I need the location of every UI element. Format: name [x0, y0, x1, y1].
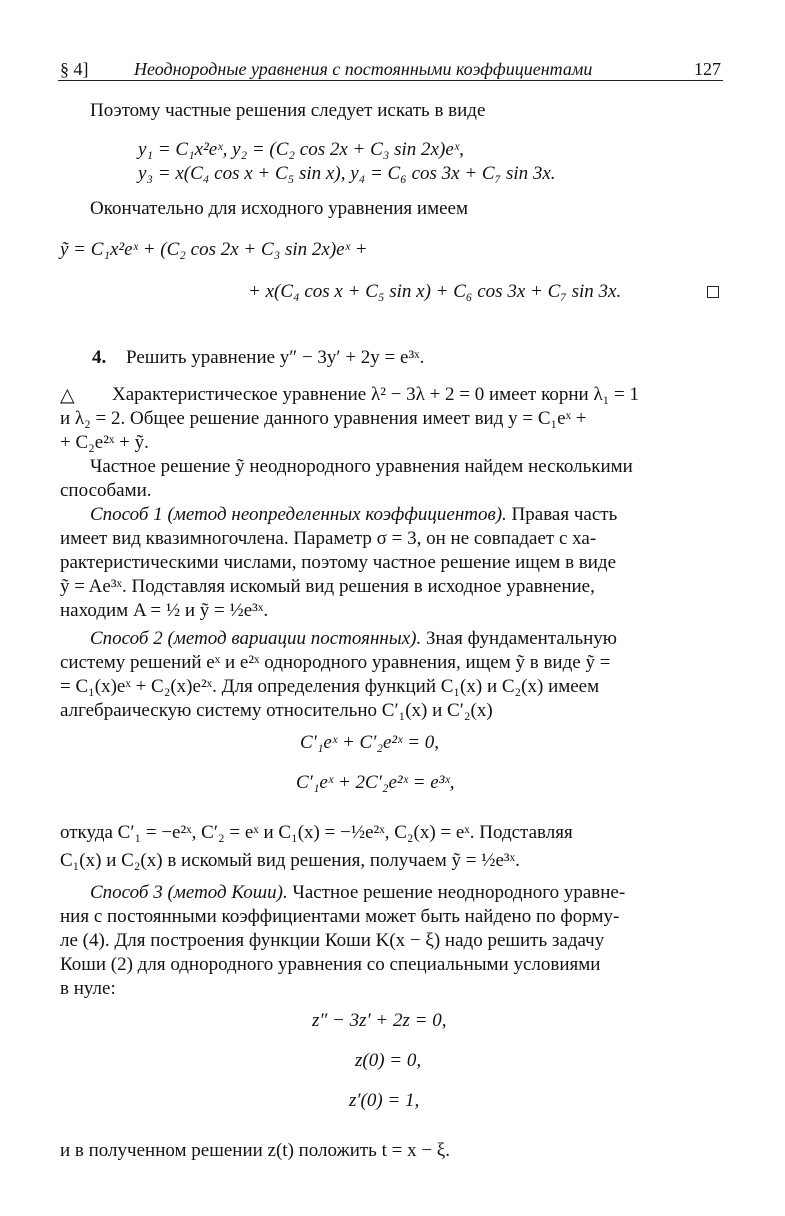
- text-line: Поэтому частные решения следует искать в виде: [90, 100, 486, 121]
- text-span: Частное решение неоднородного уравне-: [287, 882, 626, 903]
- section-number: § 4]: [60, 59, 89, 79]
- triangle-icon: △: [60, 385, 75, 406]
- page-number: 127: [694, 59, 721, 79]
- method-title: Способ 3 (метод Коши).: [90, 882, 288, 903]
- method-title: Способ 1 (метод неопределенных коэффициентов).: [90, 504, 507, 525]
- method-title: Способ 2 (метод вариации постоянных).: [90, 628, 422, 649]
- text-line: ỹ = Ae³ˣ. Подставляя искомый вид решения в исходное уравнение,: [60, 576, 595, 597]
- text-line: рактеристическими числами, поэтому частное решение ищем в виде: [60, 552, 617, 573]
- equation-line: y₃ = x(C₄ cos x + C₅ sin x), y₄ = C₆ cos 3x + C₇ sin 3x.: [138, 163, 556, 184]
- qed-square-icon: [707, 286, 719, 298]
- equation-line: C′₁eˣ + 2C′₂e²ˣ = e³ˣ,: [296, 772, 455, 793]
- text-line: систему решений eˣ и e²ˣ однородного уравнения, ищем ỹ в виде ỹ =: [60, 652, 611, 673]
- text-span: Зная фундаментальную: [421, 628, 617, 649]
- text-line: способами.: [60, 480, 152, 501]
- text-line: Коши (2) для однородного уравнения со специальными условиями: [60, 954, 601, 975]
- text-span: Правая часть: [506, 504, 618, 525]
- text-line: алгебраическую систему относительно C′₁(x) и C′₂(x): [60, 700, 493, 721]
- text-line: [90, 504, 617, 526]
- equation-line: y₁ = C₁x²eˣ, y₂ = (C₂ cos 2x + C₃ sin 2x)eˣ,: [138, 139, 464, 160]
- text-line: [90, 628, 617, 650]
- text-line: имеет вид квазимногочлена. Параметр σ = 3, он не совпадает с ха-: [60, 528, 597, 549]
- text-line: Окончательно для исходного уравнения имеем: [90, 198, 468, 219]
- text-line: = C₁(x)eˣ + C₂(x)e²ˣ. Для определения функций C₁(x) и C₂(x) имеем: [60, 676, 600, 697]
- text-line: в нуле:: [60, 978, 116, 999]
- equation-line: + x(C₄ cos x + C₅ sin x) + C₆ cos 3x + C₇ sin 3x.: [248, 281, 622, 302]
- text-line: + C₂e²ˣ + ỹ.: [60, 432, 149, 453]
- equation-line: ỹ = C₁x²eˣ + (C₂ cos 2x + C₃ sin 2x)eˣ +: [60, 239, 368, 260]
- equation-line: C′₁eˣ + C′₂e²ˣ = 0,: [300, 732, 440, 753]
- text-line: ле (4). Для построения функции Коши K(x − ξ) надо решить задачу: [60, 930, 605, 951]
- equation-line: z(0) = 0,: [355, 1050, 422, 1071]
- equation-line: z″ − 3z′ + 2z = 0,: [312, 1010, 447, 1031]
- text-line: находим A = ½ и ỹ = ½e³ˣ.: [60, 600, 269, 621]
- text-line: откуда C′₁ = −e²ˣ, C′₂ = eˣ и C₁(x) = −½e²ˣ, C₂(x) = eˣ. Подставляя: [60, 822, 573, 843]
- problem-statement: Решить уравнение y″ − 3y′ + 2y = e³ˣ.: [126, 347, 425, 368]
- running-header: [58, 52, 723, 81]
- text-line: [90, 882, 625, 904]
- text-line: C₁(x) и C₂(x) в искомый вид решения, получаем ỹ = ½e³ˣ.: [60, 850, 520, 871]
- text-line: и λ₂ = 2. Общее решение данного уравнения имеет вид y = C₁eˣ +: [60, 408, 587, 429]
- equation-line: z′(0) = 1,: [349, 1090, 420, 1111]
- book-page: [58, 52, 723, 81]
- problem-number: 4.: [92, 347, 107, 368]
- text-line: ния с постоянными коэффициентами может быть найдено по форму-: [60, 906, 620, 927]
- text-line: и в полученном решении z(t) положить t = x − ξ.: [60, 1140, 451, 1161]
- text-line: Частное решение ỹ неоднородного уравнения найдем несколькими: [90, 456, 633, 477]
- text-line: Характеристическое уравнение λ² − 3λ + 2 = 0 имеет корни λ₁ = 1: [112, 384, 640, 405]
- running-title: Неоднородные уравнения с постоянными коэффициентами: [134, 59, 593, 79]
